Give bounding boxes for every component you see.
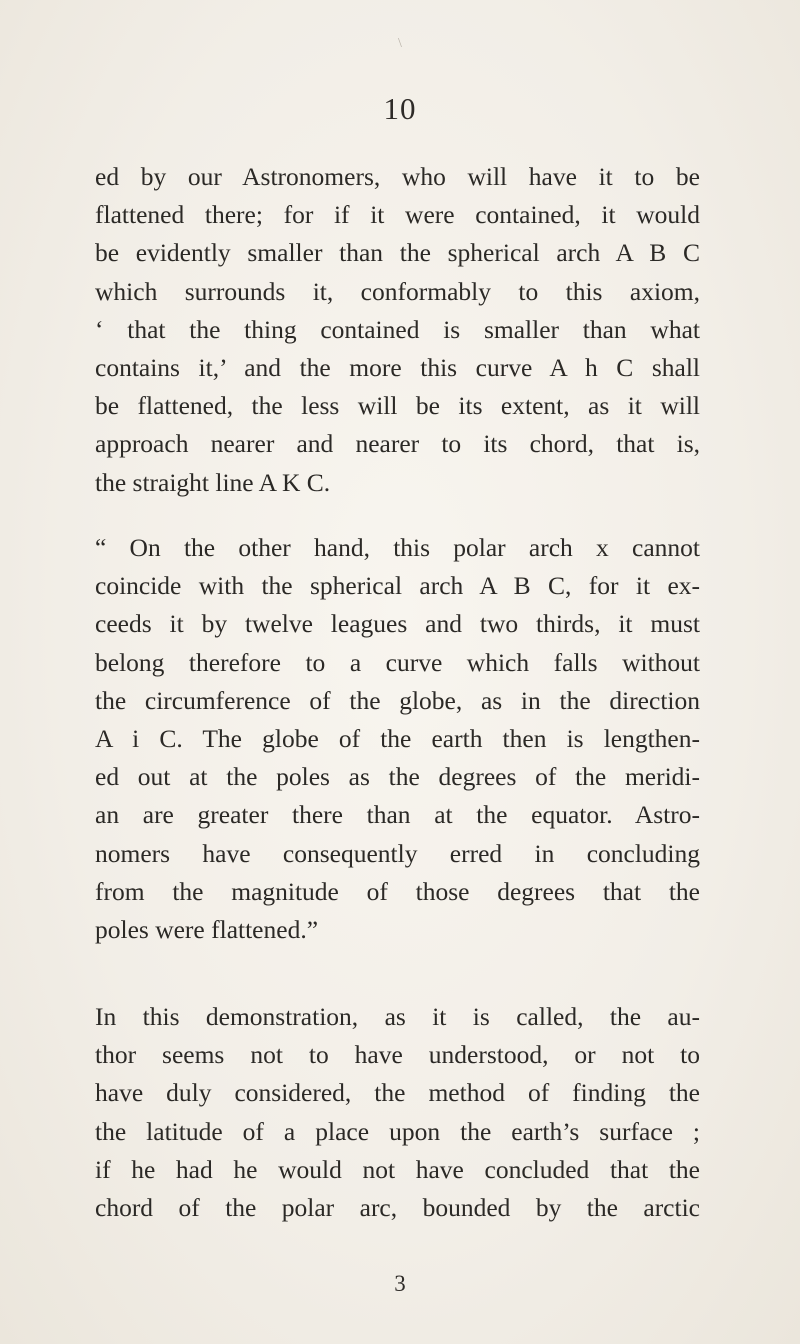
text-line: flattened there; for if it were contained, it would bbox=[95, 200, 700, 230]
text-line: belong therefore to a curve which falls without bbox=[95, 647, 700, 677]
page-number: 10 bbox=[383, 91, 417, 126]
text-line: A i C. The globe of the earth then is lengthen- bbox=[95, 723, 700, 753]
text-line: ceeds it by twelve leagues and two thirds, it must bbox=[95, 609, 700, 639]
text-line: the latitude of a place upon the earth’s surface ; bbox=[95, 1116, 700, 1146]
text-line: if he had he would not have concluded that the bbox=[95, 1154, 700, 1184]
text-line: which surrounds it, conformably to this axiom, bbox=[95, 276, 700, 306]
text-line: an are greater there than at the equator. Astro- bbox=[95, 800, 700, 830]
text-line: coincide with the spherical arch A B C, for it ex- bbox=[95, 571, 700, 601]
text-line: have duly considered, the method of finding the bbox=[95, 1078, 700, 1108]
ink-speck: \ bbox=[398, 36, 402, 51]
signature-mark: 3 bbox=[394, 1271, 406, 1296]
paragraph-3 bbox=[95, 998, 700, 1227]
text-line: nomers have consequently erred in concluding bbox=[95, 838, 700, 868]
text-line: the circumference of the globe, as in the direction bbox=[95, 685, 700, 715]
text-line: In this demonstration, as it is called, the au- bbox=[95, 1002, 700, 1031]
text-line: be flattened, the less will be its extent, as it will bbox=[95, 391, 700, 421]
text-line: thor seems not to have understood, or not to bbox=[95, 1040, 700, 1070]
text-line: from the magnitude of those degrees that the bbox=[95, 876, 700, 906]
text-line: be evidently smaller than the spherical arch A B C bbox=[95, 238, 700, 268]
text-line: ed out at the poles as the degrees of the meridi- bbox=[95, 762, 700, 792]
text-line: ‘ that the thing contained is smaller than what bbox=[95, 314, 700, 344]
paragraph-2 bbox=[95, 529, 700, 949]
paragraph-1 bbox=[95, 158, 700, 502]
text-line: “ On the other hand, this polar arch x cannot bbox=[95, 533, 700, 562]
text-line: poles were flattened.” bbox=[95, 914, 319, 944]
text-line: the straight line A K C. bbox=[95, 467, 331, 497]
text-line: approach nearer and nearer to its chord, that is, bbox=[95, 429, 700, 459]
text-line: ed by our Astronomers, who will have it to be bbox=[95, 162, 700, 191]
text-line: contains it,’ and the more this curve A h C shall bbox=[95, 352, 700, 382]
text-line: chord of the polar arc, bounded by the arctic bbox=[95, 1192, 700, 1222]
